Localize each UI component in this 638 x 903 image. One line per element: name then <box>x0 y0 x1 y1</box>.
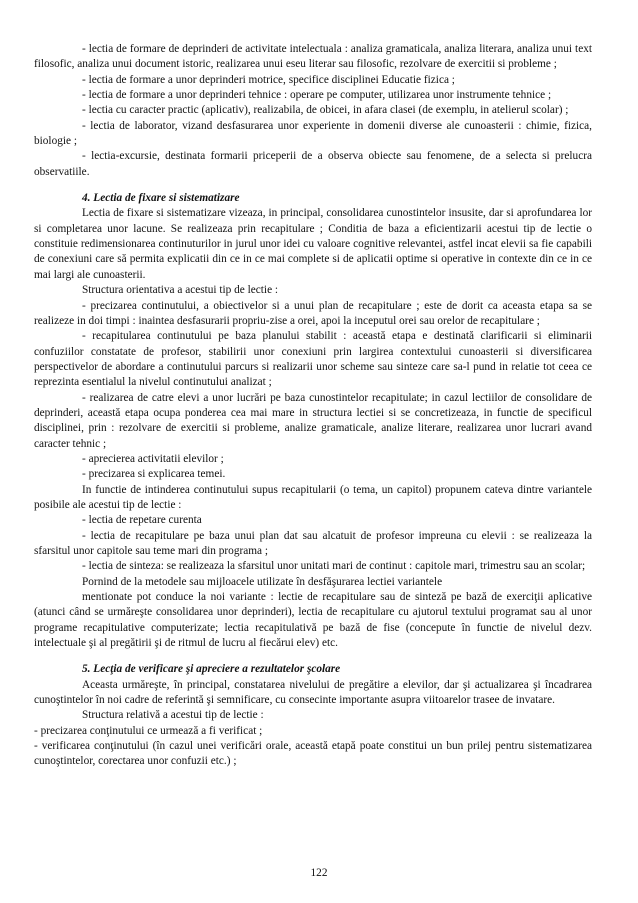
body-paragraph: Structura orientativa a acestui tip de lectie : <box>82 284 279 297</box>
body-paragraph: - lectia de formare a unor deprinderi motrice, specifice disciplinei Educatie fizica ; <box>82 73 455 86</box>
body-paragraph: Pornind de la metodele sau mijloacele utilizate în desfăşurarea lectiei variantele <box>82 575 443 588</box>
body-paragraph: - lectia cu caracter practic (aplicativ), realizabila, de obicei, in afara clasei (de exemplu, in atelierul scolar) ; <box>82 104 569 117</box>
body-paragraph: Lectia de fixare si sistematizare vizeaza, in principal, consolidarea cunostintelor insusite, dar si aprofundarea lor si completarea unor lacune. Se realizeaza prin recapitulare ; Conditia de baza a eficientizarii acestui tip de lectie o constituie redimensionarea continuturilor in jurul unor idei cu valoare cognitive relevantei, astfel incat elevii sa fie capabili de conexiuni care să permita explicatii din ce in ce mai complete si de aplicatii optime si operative in contexte din ce in ce mai largi ale cunoasterii. <box>34 207 592 281</box>
section-heading: 5. Lecţia de verificare şi apreciere a rezultatelor şcolare <box>82 663 341 676</box>
body-paragraph: - lectia de repetare curenta <box>82 514 202 527</box>
body-paragraph: - realizarea de catre elevi a unor lucrări pe baza cunostintelor recapitulate; in cazul lectiilor de consolidare de deprinderi, această etapa ocupa ponderea cea mai mare in structura lectiei si se concretizeaza, in functie de specificul disciplinei, prin : rezolvare de exercitii si probleme, analize gramaticale, analize literare, realizarea unor lucrari avand caracter tehnic ; <box>34 391 592 450</box>
body-paragraph: - verificarea conţinutului (în cazul unei verificări orale, această etapă poate constitui un bun prilej pentru sistematizarea cunoştintelor, corectarea unor confuzii etc.) ; <box>34 740 592 768</box>
body-paragraph: - lectia de sinteza: se realizeaza la sfarsitul unor unitati mari de continut : capitole mari, trimestru sau an scolar; <box>82 560 586 573</box>
body-paragraph: Aceasta urmăreşte, în principal, constatarea nivelului de pregătire a elevilor, dar şi actualizarea şi încadrarea cunoştintelor în noi cadre de referintă şi semnificare, cu consecinte importante asupra viitoarelor trasee de invatare. <box>34 678 592 707</box>
page-content <box>34 42 592 770</box>
body-paragraph: - precizarea si explicarea temei. <box>82 468 226 481</box>
body-paragraph: - aprecierea activitatii elevilor ; <box>82 452 224 465</box>
body-paragraph: - lectia de recapitulare pe baza unui plan dat sau alcatuit de profesor impreuna cu elevii : se realizeaza la sfarsitul unor capitole sau teme mari din programa ; <box>34 529 592 557</box>
body-paragraph: - precizarea continutului, a obiectivelor si a unui plan de recapitulare ; este de dorit ca aceasta etapa sa se realizeze in doi timpi : inaintea desfasurarii propriu-zise a orei, apoi la inceputul orei sau orelor de recapitulare ; <box>34 299 592 327</box>
body-paragraph: - lectia de formare a unor deprinderi tehnice : operare pe computer, utilizarea unor instrumente tehnice ; <box>82 89 552 102</box>
section-heading: 4. Lectia de fixare si sistematizare <box>82 192 240 205</box>
body-paragraph: Structura relativă a acestui tip de lectie : <box>82 709 264 722</box>
body-paragraph: - lectia-excursie, destinata formarii priceperii de a observa obiecte sau fenomene, de a selecta si prelucra observatiile. <box>34 150 592 178</box>
body-paragraph: mentionate pot conduce la noi variante : lectie de recapitulare sau de sinteză pe bază de exerciţii aplicative (atunci când se urmăreşte consolidarea unor deprinderi), lectia de recapitulare cu ajutorul textului programat sau al unor programe recapitulative computerizate; lectia recapitulativă pe bază de fise (concepute în functie de nivelul dezv. intelectuale şi al pregătirii şi de ritmul de lucru al fiecărui elev) etc. <box>34 591 592 650</box>
body-paragraph: - lectia de formare de deprinderi de activitate intelectuala : analiza gramaticala, analiza literara, analiza unui text filosofic, analiza unui document istoric, realizarea unui eseu literar sau filosofic, rezolvare de exercitii si probleme ; <box>34 43 592 71</box>
body-paragraph: - precizarea conţinutului ce urmează a fi verificat ; <box>34 724 263 737</box>
body-paragraph: - recapitularea continutului pe baza planului stabilit : această etapa e destinată clarificarii si eliminarii confuziilor constatate de profesor, stabilirii unor conexiuni prin largirea contextului cunoasterii si diversificarea perspectivelor de abordare a continutului parcurs si realizarii unor scheme sau sinteze care sa-l pund in relatie tot ceea ce reprezinta esentialul la nivelul continutului analizat ; <box>34 330 592 389</box>
page-number: 122 <box>310 867 328 879</box>
body-paragraph: In functie de intinderea continutului supus recapitularii (o tema, un capitol) propunem cateva dintre variantele posibile ale acestui tip de lectie : <box>34 483 592 511</box>
body-paragraph: - lectia de laborator, vizand desfasurarea unor experiente in domenii diverse ale cunoasterii : chimie, fizica, biologie ; <box>34 119 592 148</box>
